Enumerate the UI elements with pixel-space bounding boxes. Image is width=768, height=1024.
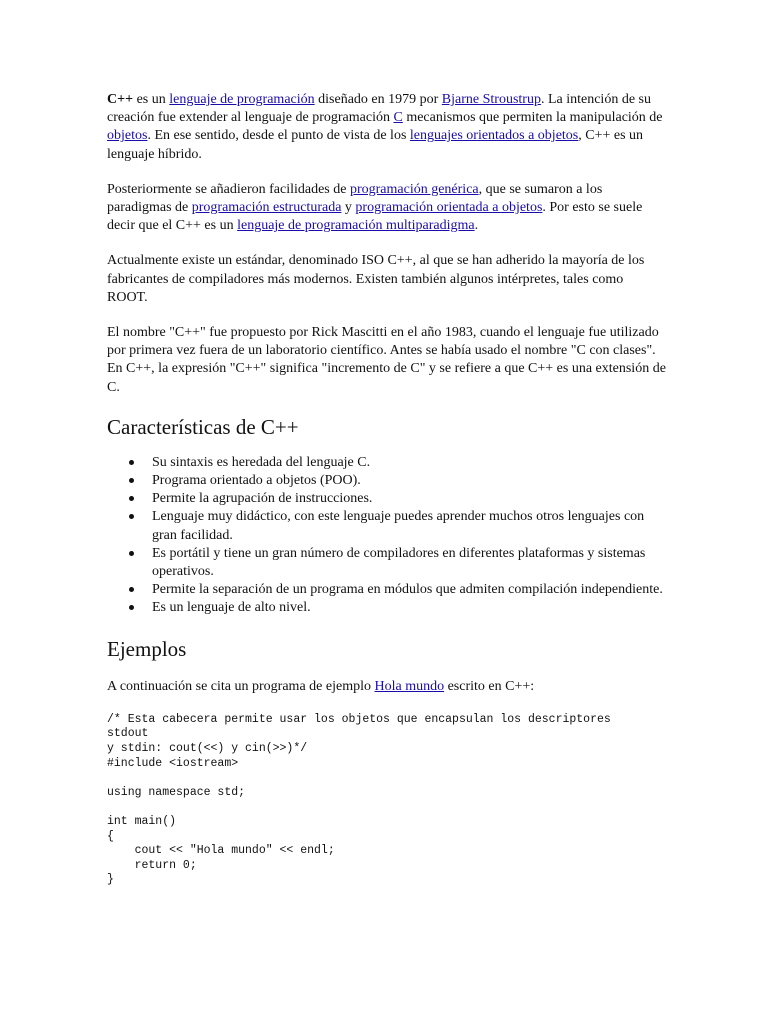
list-item-text: Permite la separación de un programa en módulos que admiten compilación independiente. — [152, 582, 663, 598]
bullet-icon — [129, 460, 134, 465]
text-span: , C++ es un lenguaje híbrido. — [107, 128, 644, 162]
list-item — [107, 599, 667, 617]
link-objetos[interactable]: objetos — [107, 128, 148, 144]
section-heading-caracteristicas: Características de C++ — [107, 414, 299, 439]
link-lenguaje-de-programacion[interactable]: lenguaje de programación — [169, 92, 315, 107]
link-hola-mundo[interactable]: Hola mundo — [374, 678, 445, 694]
intro-paragraph-3: Actualmente existe un estándar, denominado ISO C++, al que se han adherido la mayoría de los fabricantes de compiladores más modernos. Existen también algunos intérpretes, tales como ROOT. — [107, 253, 645, 305]
link-programacion-estructurada[interactable]: programación estructurada — [191, 200, 342, 216]
list-item — [107, 545, 667, 581]
bullet-icon — [129, 551, 134, 556]
list-item — [107, 454, 667, 472]
text-span: escrito en C++: — [444, 678, 535, 694]
link-bjarne-stroustrup[interactable]: Bjarne Stroustrup — [441, 92, 541, 107]
list-item-text: Es portátil y tiene un gran número de compiladores en diferentes plataformas y sistemas operativos. — [152, 545, 646, 580]
list-item-text: Programa orientado a objetos (POO). — [152, 473, 361, 489]
list-item-text: Permite la agrupación de instrucciones. — [152, 491, 373, 507]
list-item-text: Lenguaje muy didáctico, con este lenguaje puedes aprender muchos otros lenguajes con gran facilidad. — [152, 509, 645, 543]
intro-paragraph-2 — [107, 181, 667, 236]
caracteristicas-list — [107, 454, 667, 618]
bullet-icon — [129, 496, 134, 501]
text-span: y — [341, 200, 356, 216]
link-c[interactable]: C — [393, 110, 403, 126]
term-cpp: C++ — [107, 92, 134, 107]
list-item — [107, 472, 667, 490]
text-span: . En ese sentido, desde el punto de vista de los — [147, 128, 410, 144]
text-span: . Por esto se suele decir que el C++ es un — [107, 200, 643, 234]
document-page — [107, 91, 667, 888]
link-programacion-generica[interactable]: programación genérica — [349, 181, 479, 197]
bullet-icon — [129, 587, 134, 592]
link-lenguajes-orientados-a-objetos[interactable]: lenguajes orientados a objetos — [409, 128, 579, 144]
ejemplos-intro — [107, 678, 667, 696]
bullet-icon — [129, 478, 134, 483]
text-span: Posteriormente se añadieron facilidades de — [107, 181, 350, 197]
text-span: mecanismos que permiten la manipulación de — [402, 110, 663, 126]
section-heading-ejemplos: Ejemplos — [107, 636, 187, 661]
bullet-icon — [129, 514, 134, 519]
text-span: A continuación se cita un programa de ejemplo — [107, 678, 375, 694]
list-item — [107, 490, 667, 508]
link-programacion-orientada-a-objetos[interactable]: programación orientada a objetos — [355, 200, 543, 216]
intro-paragraph-1 — [107, 91, 667, 164]
text-span: , que se sumaron a los paradigmas de — [107, 181, 603, 216]
text-span: . La intención de su creación fue extender al lenguaje de programación — [107, 92, 651, 126]
text-span: es un — [133, 92, 170, 107]
list-item-text: Su sintaxis es heredada del lenguaje C. — [152, 454, 371, 470]
text-span: diseñado en 1979 por — [314, 92, 442, 107]
text-span: . — [474, 218, 479, 234]
list-item — [107, 508, 667, 544]
intro-paragraph-4: El nombre "C++" fue propuesto por Rick Mascitti en el año 1983, cuando el lenguaje fue utilizado por primera vez fuera de un laboratorio científico. Antes se había usado el nombre "C con clases". En C++, la expresión "C++" significa "incremento de C" y se refiere a que C++ es una extensión de C. — [107, 325, 666, 395]
code-block: /* Esta cabecera permite usar los objetos que encapsulan los descriptores stdout y stdin: cout(<<) y cin(>>)*/ #include <iostream> using namespace std; int main() { cout << "Hola mundo" << endl; return 0; } — [107, 712, 611, 887]
list-item — [107, 581, 667, 599]
bullet-icon — [129, 605, 134, 610]
list-item-text: Es un lenguaje de alto nivel. — [152, 600, 311, 616]
link-lenguaje-multiparadigma[interactable]: lenguaje de programación multiparadigma — [237, 218, 475, 234]
